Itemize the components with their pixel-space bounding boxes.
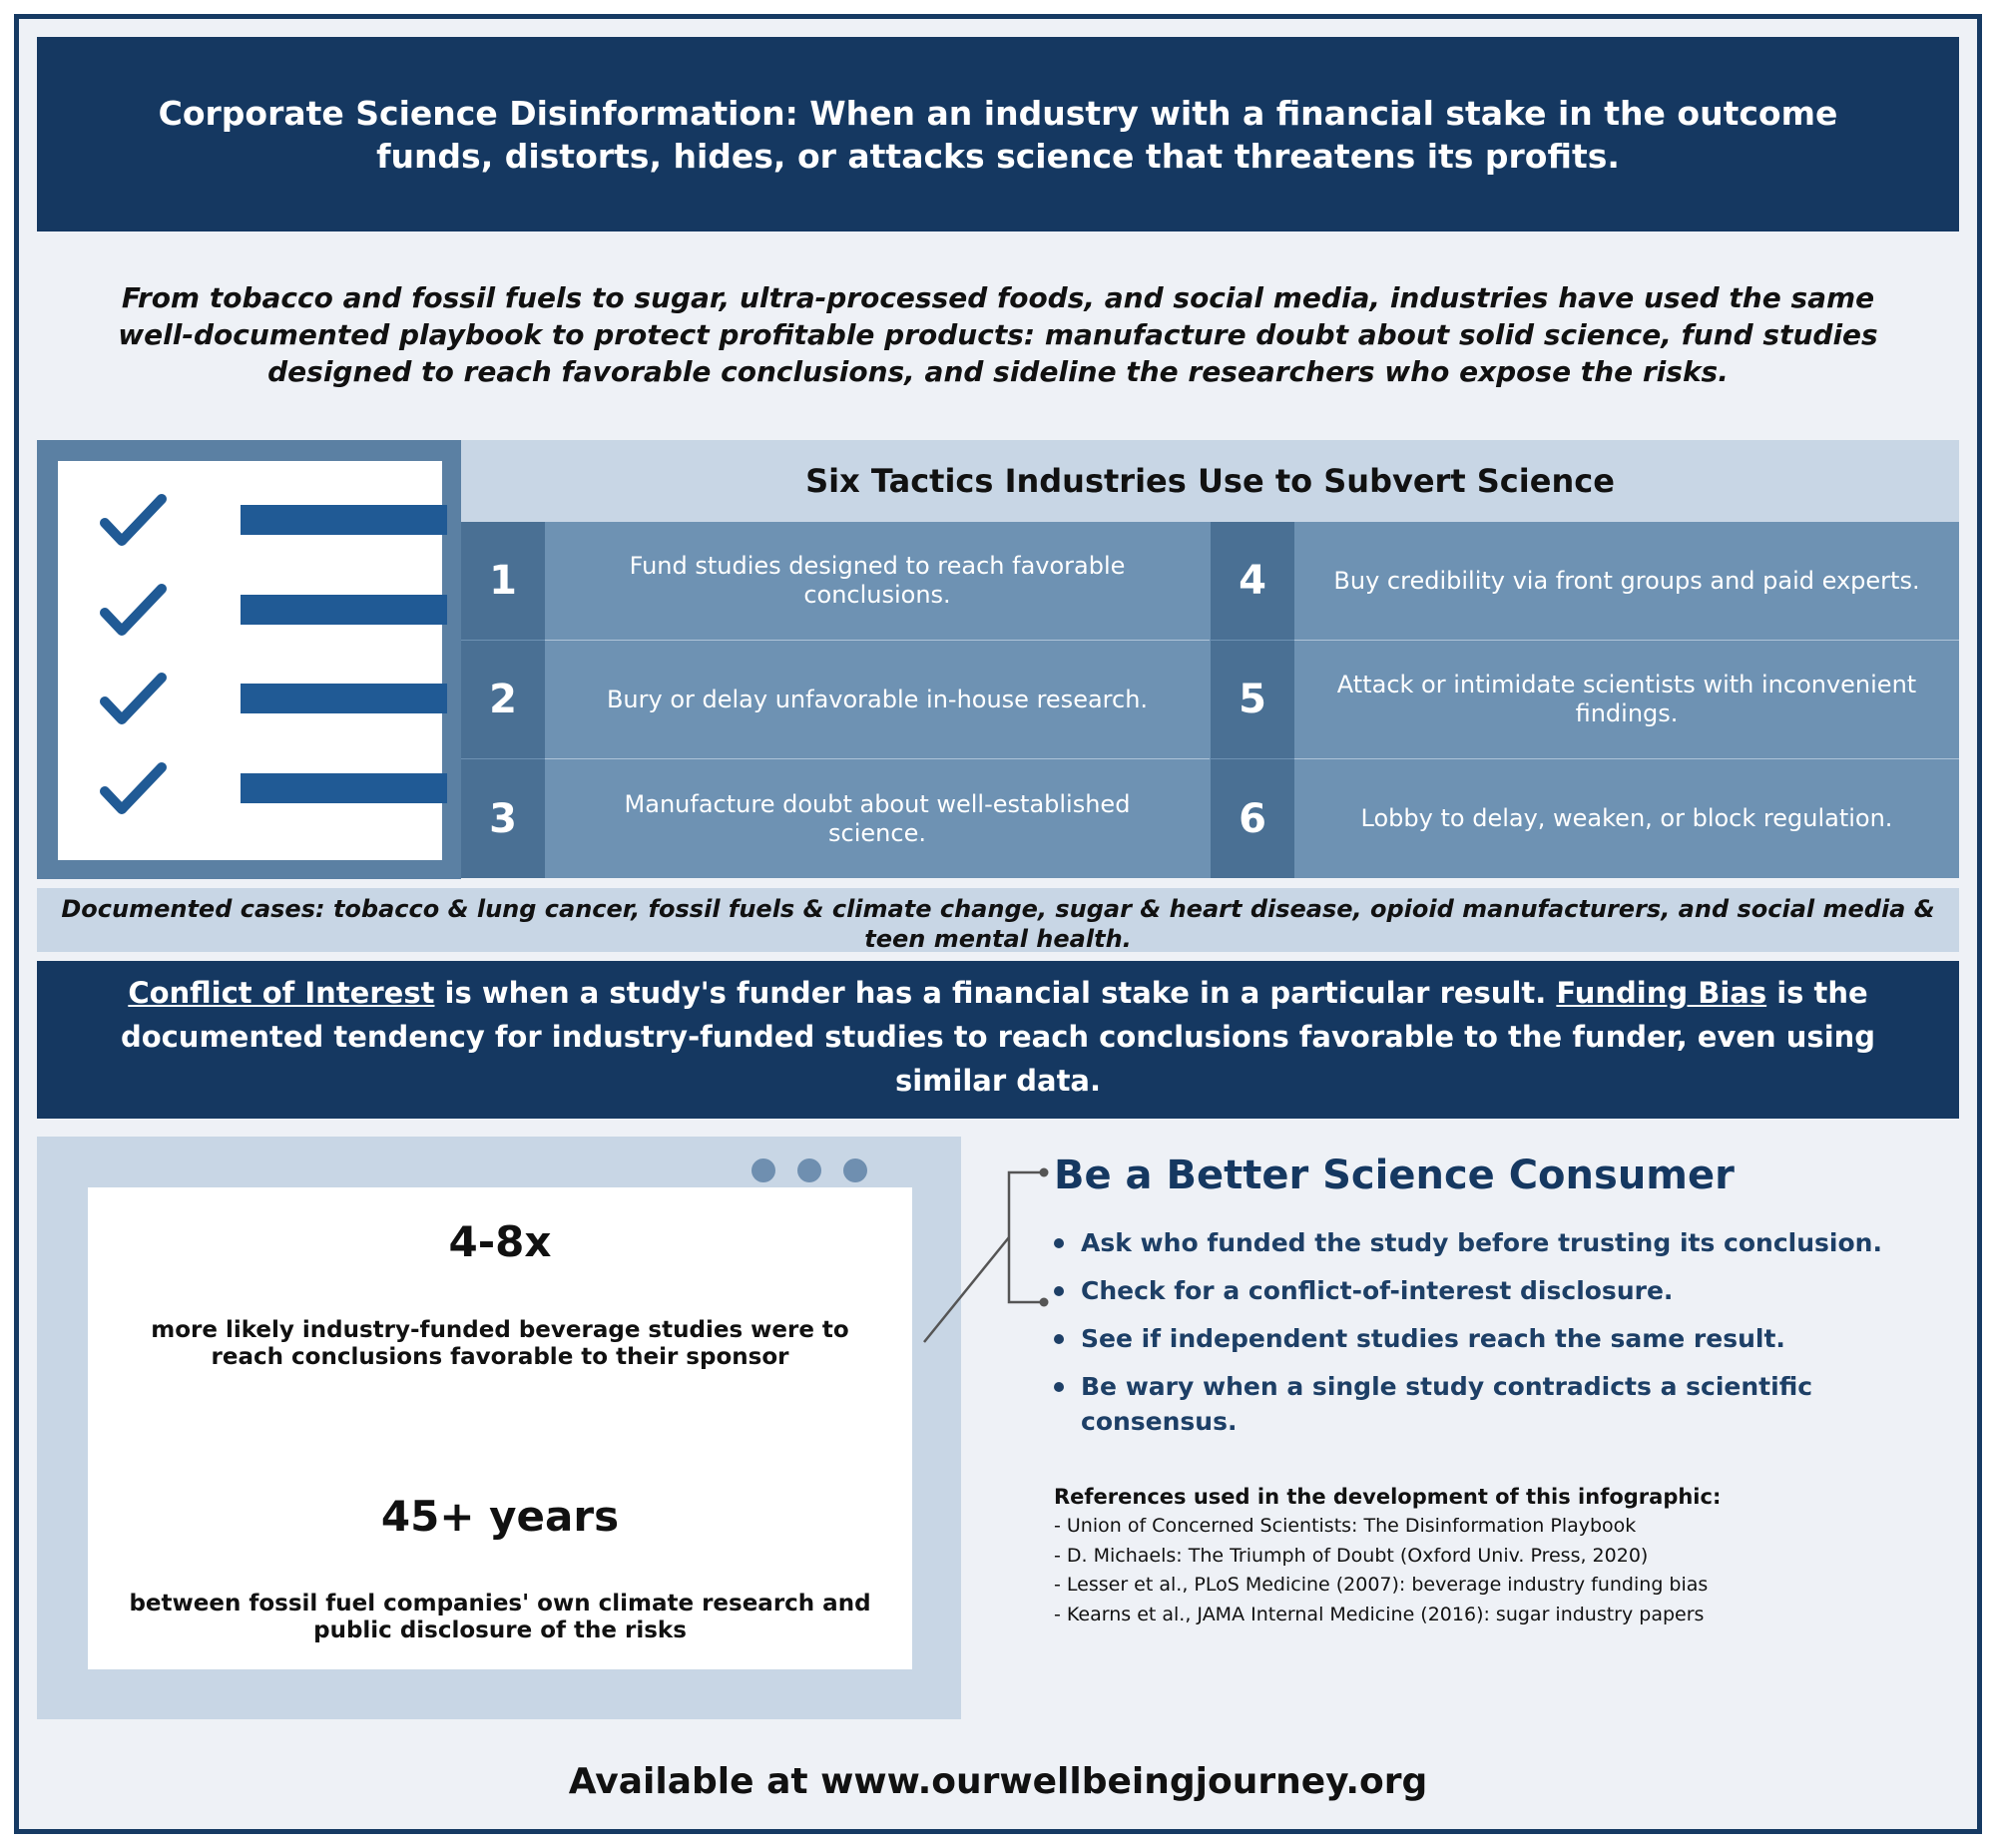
stat-description: between fossil fuel companies' own climate research and public disclosure of the risks bbox=[129, 1591, 871, 1643]
documented-cases: Documented cases: tobacco & lung cancer, fossil fuels & climate change, sugar & heart disease, opioid manufacturers, and social media & teen mental health. bbox=[37, 888, 1959, 952]
tactic-text: Manufacture doubt about well-established science. bbox=[624, 789, 1131, 847]
checklist-paper bbox=[58, 461, 442, 860]
reference-item: - Lesser et al., PLoS Medicine (2007): beverage industry funding bias bbox=[1054, 1574, 1709, 1596]
conflict-of-interest-term: Conflict of Interest bbox=[128, 976, 435, 1010]
consumer-title: Be a Better Science Consumer bbox=[1054, 1153, 1735, 1198]
tactic-number: 6 bbox=[1211, 759, 1294, 878]
reference-item: - Kearns et al., JAMA Internal Medicine (2016): sugar industry papers bbox=[1054, 1603, 1705, 1625]
checklist-row bbox=[100, 759, 419, 819]
divider bbox=[545, 640, 1210, 641]
divider bbox=[1294, 758, 1959, 759]
list-item: Ask who funded the study before trusting its conclusion. bbox=[1081, 1225, 1959, 1260]
page-title: Corporate Science Disinformation: When an industry with a financial stake in the outcome funds, distorts, hides, or attacks science that threatens its profits. bbox=[37, 37, 1959, 231]
funding-bias-definition: is the documented tendency for industry-funded studies to reach conclusions favorable to the funder, even using similar data. bbox=[120, 976, 1876, 1098]
checklist-row bbox=[100, 491, 419, 551]
tactic-text: Bury or delay unfavorable in-house research. bbox=[606, 685, 1149, 713]
tactic-number: 2 bbox=[461, 641, 545, 758]
funding-bias-term: Funding Bias bbox=[1556, 976, 1767, 1010]
tactic-item bbox=[461, 759, 1210, 878]
tactic-number: 5 bbox=[1211, 641, 1294, 758]
checkmark-icon bbox=[100, 581, 170, 641]
checkmark-icon bbox=[100, 670, 170, 729]
tactic-number: 1 bbox=[461, 522, 545, 640]
checklist-row bbox=[100, 670, 419, 729]
window-dot-icon bbox=[843, 1158, 867, 1182]
stat-value: 4-8x bbox=[448, 1217, 552, 1266]
list-item: Check for a conflict-of-interest disclosure. bbox=[1081, 1273, 1959, 1308]
checklist-bar bbox=[241, 684, 447, 713]
tactic-item bbox=[1211, 641, 1959, 758]
divider bbox=[545, 758, 1210, 759]
intro-text: From tobacco and fossil fuels to sugar, ultra-processed foods, and social media, industries have used the same well-documented playbook to protect profitable products: manufacture doubt about solid science, fund studies designed to reach favorable conclusions, and sideline the researchers who expose the risks. bbox=[118, 281, 1878, 388]
reference-item: - D. Michaels: The Triumph of Doubt (Oxford Univ. Press, 2020) bbox=[1054, 1544, 1649, 1567]
stats-window bbox=[37, 1137, 961, 1719]
list-item: See if independent studies reach the same result. bbox=[1081, 1321, 1959, 1356]
tactic-item bbox=[461, 522, 1210, 640]
references bbox=[1054, 1482, 1952, 1629]
conflict-of-interest-definition: is when a study's funder has a financial stake in a particular result. bbox=[434, 976, 1557, 1010]
footer-url: Available at www.ourwellbeingjourney.org bbox=[568, 1761, 1428, 1802]
checklist-bar bbox=[241, 595, 447, 625]
checkmark-icon bbox=[100, 491, 170, 551]
stat-description: more likely industry-funded beverage studies were to reach conclusions favorable to their sponsor bbox=[151, 1317, 849, 1370]
tactic-item bbox=[461, 641, 1210, 758]
tactic-number: 3 bbox=[461, 759, 545, 878]
checklist-bar bbox=[241, 773, 447, 803]
tactic-text: Fund studies designed to reach favorable conclusions. bbox=[629, 552, 1126, 609]
checklist-row bbox=[100, 581, 419, 641]
connector-lines bbox=[918, 1157, 1058, 1357]
tactics-grid bbox=[461, 522, 1959, 878]
reference-item: - Union of Concerned Scientists: The Disinformation Playbook bbox=[1054, 1515, 1637, 1537]
tactic-item bbox=[1211, 522, 1959, 640]
tactic-text: Buy credibility via front groups and paid experts. bbox=[1333, 566, 1920, 595]
checkmark-icon bbox=[100, 759, 170, 819]
divider bbox=[1294, 640, 1959, 641]
stat-value: 45+ years bbox=[380, 1492, 620, 1541]
stats-panel bbox=[88, 1187, 912, 1669]
list-item: Be wary when a single study contradicts a scientific consensus. bbox=[1081, 1369, 1959, 1439]
consumer-tips-list bbox=[1081, 1225, 1959, 1452]
checklist-bar bbox=[241, 505, 447, 535]
checklist-icon bbox=[37, 440, 461, 879]
references-title: References used in the development of this infographic: bbox=[1054, 1485, 1722, 1509]
tactics-title: Six Tactics Industries Use to Subvert Science bbox=[461, 440, 1959, 522]
window-dot-icon bbox=[751, 1158, 775, 1182]
tactic-number: 4 bbox=[1211, 522, 1294, 640]
tactic-text: Lobby to delay, weaken, or block regulation. bbox=[1360, 804, 1893, 832]
window-dot-icon bbox=[797, 1158, 821, 1182]
tactic-text: Attack or intimidate scientists with inconvenient findings. bbox=[1336, 671, 1917, 727]
tactic-item bbox=[1211, 759, 1959, 878]
definitions-banner bbox=[37, 961, 1959, 1119]
